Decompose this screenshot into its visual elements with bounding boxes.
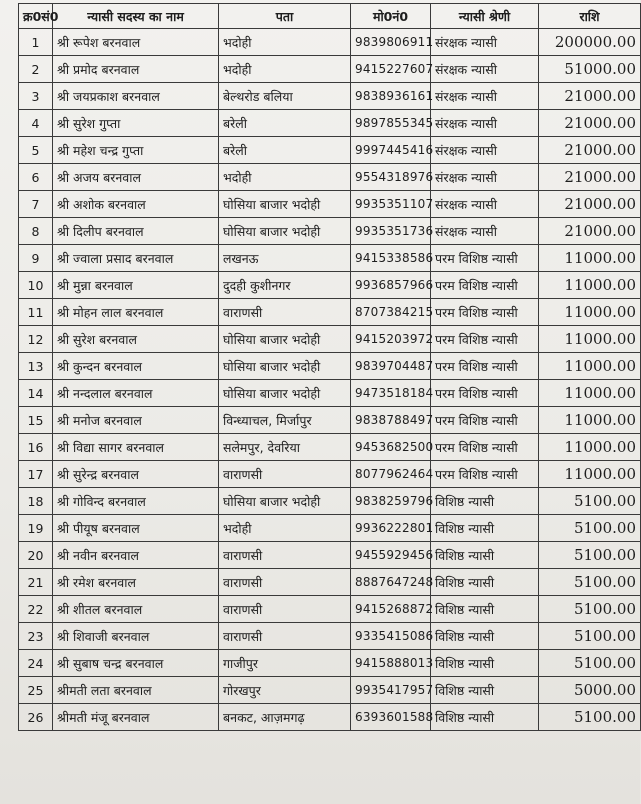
cell-amount: 11000.00	[539, 245, 641, 272]
cell-address: वाराणसी	[219, 461, 351, 488]
cell-name: श्रीमती मंजू बरनवाल	[53, 704, 219, 731]
cell-address: वाराणसी	[219, 596, 351, 623]
cell-name: श्री सुरेश गुप्ता	[53, 110, 219, 137]
cell-sno: 10	[19, 272, 53, 299]
cell-sno: 1	[19, 29, 53, 56]
table-row	[19, 704, 641, 731]
table-row	[19, 245, 641, 272]
cell-name: श्री नन्दलाल बरनवाल	[53, 380, 219, 407]
cell-category: विशिष्ठ न्यासी	[431, 623, 539, 650]
table-row	[19, 191, 641, 218]
cell-address: बेल्थरोड बलिया	[219, 83, 351, 110]
cell-phone: 9554318976	[351, 164, 431, 191]
table-row	[19, 434, 641, 461]
cell-sno: 15	[19, 407, 53, 434]
cell-name: श्रीमती लता बरनवाल	[53, 677, 219, 704]
cell-name: श्री महेश चन्द्र गुप्ता	[53, 137, 219, 164]
cell-category: संरक्षक न्यासी	[431, 110, 539, 137]
cell-amount: 21000.00	[539, 83, 641, 110]
cell-address: बनकट, आज़मगढ़	[219, 704, 351, 731]
cell-sno: 14	[19, 380, 53, 407]
cell-amount: 11000.00	[539, 461, 641, 488]
cell-address: दुदही कुशीनगर	[219, 272, 351, 299]
cell-amount: 5100.00	[539, 569, 641, 596]
cell-phone: 9997445416	[351, 137, 431, 164]
cell-sno: 8	[19, 218, 53, 245]
cell-phone: 9936222801	[351, 515, 431, 542]
table-row	[19, 110, 641, 137]
cell-phone: 9453682500	[351, 434, 431, 461]
header-row	[19, 4, 641, 29]
col-header-amount: राशि	[539, 4, 641, 29]
cell-sno: 6	[19, 164, 53, 191]
table-body	[19, 29, 641, 731]
cell-amount: 21000.00	[539, 110, 641, 137]
col-header-category: न्यासी श्रेणी	[431, 4, 539, 29]
table-row	[19, 650, 641, 677]
cell-address: सलेमपुर, देवरिया	[219, 434, 351, 461]
cell-address: विन्ध्याचल, मिर्जापुर	[219, 407, 351, 434]
table-row	[19, 677, 641, 704]
cell-phone: 8887647248	[351, 569, 431, 596]
cell-name: श्री सुरेन्द्र बरनवाल	[53, 461, 219, 488]
cell-name: श्री नवीन बरनवाल	[53, 542, 219, 569]
cell-name: श्री पीयूष बरनवाल	[53, 515, 219, 542]
cell-category: संरक्षक न्यासी	[431, 137, 539, 164]
cell-sno: 5	[19, 137, 53, 164]
cell-phone: 9838788497	[351, 407, 431, 434]
cell-phone: 9415338586	[351, 245, 431, 272]
table-row	[19, 407, 641, 434]
cell-amount: 11000.00	[539, 434, 641, 461]
cell-amount: 5100.00	[539, 623, 641, 650]
cell-name: श्री गोविन्द बरनवाल	[53, 488, 219, 515]
cell-category: परम विशिष्ठ न्यासी	[431, 434, 539, 461]
cell-name: श्री मनोज बरनवाल	[53, 407, 219, 434]
cell-category: परम विशिष्ठ न्यासी	[431, 326, 539, 353]
cell-address: घोसिया बाजार भदोही	[219, 326, 351, 353]
cell-amount: 51000.00	[539, 56, 641, 83]
cell-sno: 18	[19, 488, 53, 515]
cell-category: विशिष्ठ न्यासी	[431, 569, 539, 596]
cell-category: संरक्षक न्यासी	[431, 164, 539, 191]
cell-amount: 11000.00	[539, 272, 641, 299]
cell-amount: 11000.00	[539, 407, 641, 434]
cell-sno: 19	[19, 515, 53, 542]
table-row	[19, 569, 641, 596]
cell-name: श्री मोहन लाल बरनवाल	[53, 299, 219, 326]
table-row	[19, 596, 641, 623]
cell-category: विशिष्ठ न्यासी	[431, 596, 539, 623]
cell-sno: 12	[19, 326, 53, 353]
cell-sno: 23	[19, 623, 53, 650]
cell-sno: 2	[19, 56, 53, 83]
trustee-table	[18, 3, 641, 731]
cell-sno: 11	[19, 299, 53, 326]
cell-address: लखनऊ	[219, 245, 351, 272]
cell-phone: 9415203972	[351, 326, 431, 353]
col-header-phone: मो0नं0	[351, 4, 431, 29]
cell-phone: 9897855345	[351, 110, 431, 137]
table-row	[19, 137, 641, 164]
cell-phone: 9935351736	[351, 218, 431, 245]
cell-address: वाराणसी	[219, 569, 351, 596]
table-row	[19, 515, 641, 542]
cell-address: गाजीपुर	[219, 650, 351, 677]
cell-category: संरक्षक न्यासी	[431, 191, 539, 218]
cell-phone: 9415888013	[351, 650, 431, 677]
cell-address: बरेली	[219, 137, 351, 164]
cell-category: संरक्षक न्यासी	[431, 29, 539, 56]
table-row	[19, 218, 641, 245]
cell-sno: 7	[19, 191, 53, 218]
cell-category: संरक्षक न्यासी	[431, 218, 539, 245]
cell-category: परम विशिष्ठ न्यासी	[431, 380, 539, 407]
cell-sno: 26	[19, 704, 53, 731]
cell-amount: 21000.00	[539, 191, 641, 218]
cell-amount: 5000.00	[539, 677, 641, 704]
cell-phone: 9415268872	[351, 596, 431, 623]
cell-amount: 21000.00	[539, 164, 641, 191]
cell-name: श्री शीतल बरनवाल	[53, 596, 219, 623]
cell-phone: 9838259796	[351, 488, 431, 515]
cell-address: घोसिया बाजार भदोही	[219, 380, 351, 407]
cell-amount: 200000.00	[539, 29, 641, 56]
cell-amount: 11000.00	[539, 353, 641, 380]
table-row	[19, 326, 641, 353]
cell-sno: 16	[19, 434, 53, 461]
cell-sno: 9	[19, 245, 53, 272]
cell-phone: 8707384215	[351, 299, 431, 326]
cell-sno: 17	[19, 461, 53, 488]
cell-address: वाराणसी	[219, 623, 351, 650]
cell-name: श्री सुबाष चन्द्र बरनवाल	[53, 650, 219, 677]
cell-address: भदोही	[219, 515, 351, 542]
table-row	[19, 29, 641, 56]
cell-name: श्री रूपेश बरनवाल	[53, 29, 219, 56]
cell-sno: 24	[19, 650, 53, 677]
cell-sno: 25	[19, 677, 53, 704]
cell-address: घोसिया बाजार भदोही	[219, 488, 351, 515]
cell-sno: 21	[19, 569, 53, 596]
cell-category: विशिष्ठ न्यासी	[431, 515, 539, 542]
cell-address: गोरखपुर	[219, 677, 351, 704]
cell-category: परम विशिष्ठ न्यासी	[431, 353, 539, 380]
cell-name: श्री सुरेश बरनवाल	[53, 326, 219, 353]
cell-category: परम विशिष्ठ न्यासी	[431, 245, 539, 272]
cell-category: परम विशिष्ठ न्यासी	[431, 272, 539, 299]
cell-amount: 5100.00	[539, 515, 641, 542]
cell-address: वाराणसी	[219, 299, 351, 326]
cell-name: श्री जयप्रकाश बरनवाल	[53, 83, 219, 110]
table-row	[19, 461, 641, 488]
cell-phone: 9838936161	[351, 83, 431, 110]
cell-category: विशिष्ठ न्यासी	[431, 704, 539, 731]
cell-address: घोसिया बाजार भदोही	[219, 191, 351, 218]
table-row	[19, 272, 641, 299]
cell-category: विशिष्ठ न्यासी	[431, 488, 539, 515]
cell-address: घोसिया बाजार भदोही	[219, 353, 351, 380]
col-header-name: न्यासी सदस्य का नाम	[53, 4, 219, 29]
cell-sno: 13	[19, 353, 53, 380]
cell-amount: 5100.00	[539, 488, 641, 515]
cell-amount: 5100.00	[539, 704, 641, 731]
cell-category: विशिष्ठ न्यासी	[431, 650, 539, 677]
col-header-address: पता	[219, 4, 351, 29]
cell-category: परम विशिष्ठ न्यासी	[431, 299, 539, 326]
cell-phone: 9415227607	[351, 56, 431, 83]
table-row	[19, 164, 641, 191]
cell-phone: 9473518184	[351, 380, 431, 407]
cell-sno: 4	[19, 110, 53, 137]
cell-name: श्री अशोक बरनवाल	[53, 191, 219, 218]
cell-sno: 20	[19, 542, 53, 569]
table-row	[19, 380, 641, 407]
cell-category: परम विशिष्ठ न्यासी	[431, 461, 539, 488]
cell-category: परम विशिष्ठ न्यासी	[431, 407, 539, 434]
table-row	[19, 56, 641, 83]
cell-phone: 9839806911	[351, 29, 431, 56]
cell-amount: 11000.00	[539, 326, 641, 353]
cell-category: विशिष्ठ न्यासी	[431, 542, 539, 569]
cell-address: घोसिया बाजार भदोही	[219, 218, 351, 245]
cell-phone: 9936857966	[351, 272, 431, 299]
cell-address: वाराणसी	[219, 542, 351, 569]
cell-name: श्री मुन्ना बरनवाल	[53, 272, 219, 299]
col-header-sno: क्र0सं0	[19, 4, 53, 29]
cell-address: भदोही	[219, 164, 351, 191]
cell-name: श्री कुन्दन बरनवाल	[53, 353, 219, 380]
table-row	[19, 542, 641, 569]
cell-sno: 3	[19, 83, 53, 110]
cell-name: श्री अजय बरनवाल	[53, 164, 219, 191]
cell-address: भदोही	[219, 56, 351, 83]
cell-amount: 5100.00	[539, 650, 641, 677]
cell-category: संरक्षक न्यासी	[431, 56, 539, 83]
cell-address: बरेली	[219, 110, 351, 137]
cell-name: श्री प्रमोद बरनवाल	[53, 56, 219, 83]
table-row	[19, 299, 641, 326]
cell-amount: 5100.00	[539, 542, 641, 569]
cell-name: श्री शिवाजी बरनवाल	[53, 623, 219, 650]
cell-amount: 11000.00	[539, 299, 641, 326]
cell-category: संरक्षक न्यासी	[431, 83, 539, 110]
table-row	[19, 623, 641, 650]
cell-category: विशिष्ठ न्यासी	[431, 677, 539, 704]
table-header	[19, 4, 641, 29]
cell-phone: 9935351107	[351, 191, 431, 218]
table-row	[19, 83, 641, 110]
cell-phone: 9455929456	[351, 542, 431, 569]
cell-amount: 21000.00	[539, 218, 641, 245]
cell-amount: 5100.00	[539, 596, 641, 623]
cell-phone: 9335415086	[351, 623, 431, 650]
cell-phone: 9935417957	[351, 677, 431, 704]
table-row	[19, 488, 641, 515]
cell-address: भदोही	[219, 29, 351, 56]
table-row	[19, 353, 641, 380]
cell-name: श्री ज्वाला प्रसाद बरनवाल	[53, 245, 219, 272]
cell-name: श्री दिलीप बरनवाल	[53, 218, 219, 245]
cell-sno: 22	[19, 596, 53, 623]
cell-phone: 6393601588	[351, 704, 431, 731]
cell-amount: 21000.00	[539, 137, 641, 164]
cell-phone: 8077962464	[351, 461, 431, 488]
cell-amount: 11000.00	[539, 380, 641, 407]
cell-name: श्री विद्या सागर बरनवाल	[53, 434, 219, 461]
cell-phone: 9839704487	[351, 353, 431, 380]
cell-name: श्री रमेश बरनवाल	[53, 569, 219, 596]
